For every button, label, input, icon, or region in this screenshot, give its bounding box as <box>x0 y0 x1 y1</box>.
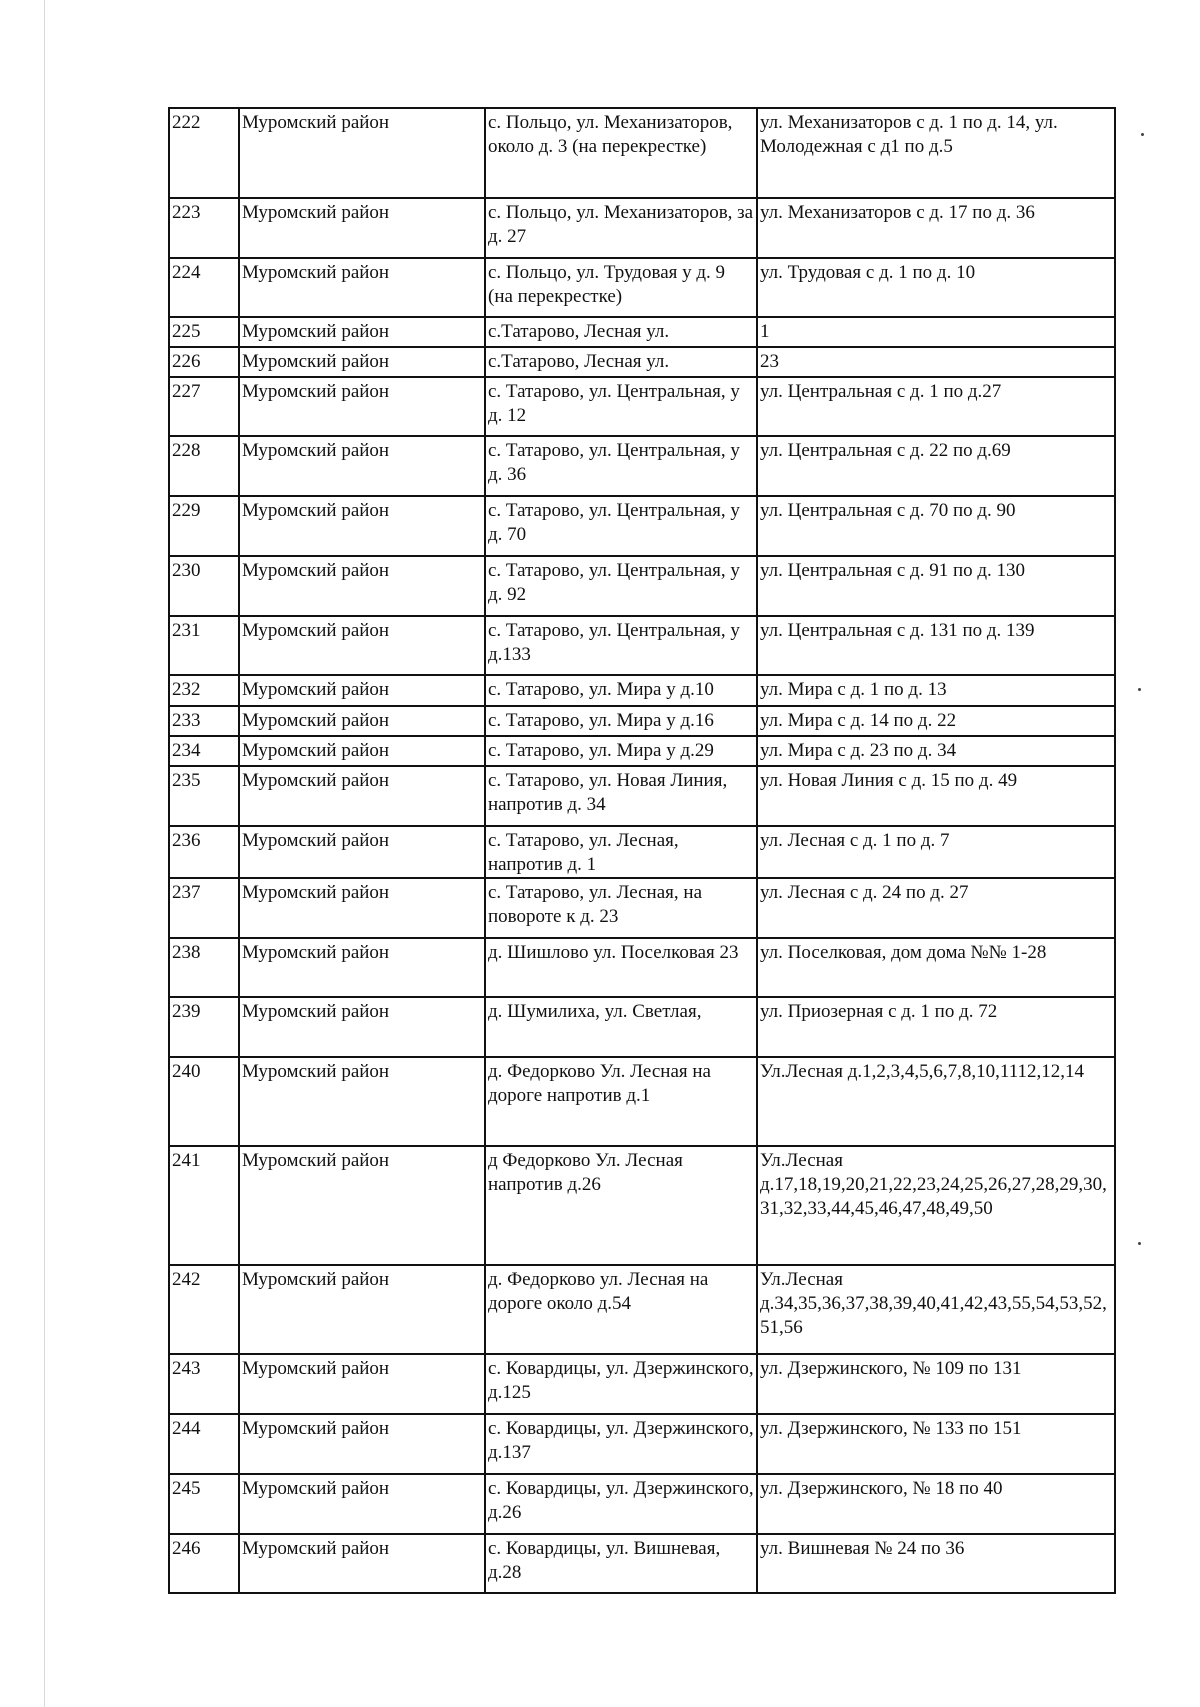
coverage-cell: ул. Мира с д. 23 по д. 34 <box>757 736 1115 766</box>
row-number-cell: 228 <box>169 436 239 496</box>
table-row <box>169 826 1115 878</box>
row-number-cell: 237 <box>169 878 239 938</box>
location-cell: с.Татарово, Лесная ул. <box>485 347 757 377</box>
table-row <box>169 616 1115 675</box>
coverage-cell: ул. Дзержинского, № 18 по 40 <box>757 1474 1115 1534</box>
coverage-cell: ул. Центральная с д. 131 по д. 139 <box>757 616 1115 675</box>
table-row <box>169 878 1115 938</box>
location-cell: с. Татарово, ул. Мира у д.10 <box>485 675 757 706</box>
district-cell: Муромский район <box>239 347 485 377</box>
registry-table-body <box>169 108 1115 1593</box>
row-number-cell: 235 <box>169 766 239 826</box>
location-cell: с. Ковардицы, ул. Дзержинского, д.125 <box>485 1354 757 1414</box>
district-cell: Муромский район <box>239 1474 485 1534</box>
location-cell: с. Татарово, ул. Лесная, на повороте к д. 23 <box>485 878 757 938</box>
location-cell: с. Татарово, ул. Новая Линия, напротив д. 34 <box>485 766 757 826</box>
scan-speck <box>1138 1242 1141 1245</box>
district-cell: Муромский район <box>239 826 485 878</box>
row-number-cell: 242 <box>169 1265 239 1354</box>
row-number-cell: 225 <box>169 317 239 347</box>
location-cell: с. Татарово, ул. Центральная, у д. 36 <box>485 436 757 496</box>
row-number-cell: 227 <box>169 377 239 436</box>
location-cell: д. Федорково ул. Лесная на дороге около д.54 <box>485 1265 757 1354</box>
row-number-cell: 239 <box>169 997 239 1057</box>
scan-speck <box>1141 133 1144 136</box>
location-cell: с. Ковардицы, ул. Дзержинского, д.137 <box>485 1414 757 1474</box>
table-row <box>169 1057 1115 1146</box>
coverage-cell: 1 <box>757 317 1115 347</box>
district-cell: Муромский район <box>239 258 485 317</box>
district-cell: Муромский район <box>239 997 485 1057</box>
table-row <box>169 377 1115 436</box>
coverage-cell: ул. Дзержинского, № 133 по 151 <box>757 1414 1115 1474</box>
district-cell: Муромский район <box>239 198 485 258</box>
row-number-cell: 246 <box>169 1534 239 1593</box>
row-number-cell: 244 <box>169 1414 239 1474</box>
coverage-cell: Ул.Лесная д.1,2,3,4,5,6,7,8,10,1112,12,14 <box>757 1057 1115 1146</box>
scan-speck <box>1138 688 1141 691</box>
table-row <box>169 108 1115 198</box>
table-row <box>169 675 1115 706</box>
row-number-cell: 226 <box>169 347 239 377</box>
location-cell: с. Татарово, ул. Мира у д.16 <box>485 706 757 736</box>
district-cell: Муромский район <box>239 675 485 706</box>
coverage-cell: 23 <box>757 347 1115 377</box>
district-cell: Муромский район <box>239 1354 485 1414</box>
location-cell: с. Татарово, ул. Центральная, у д. 92 <box>485 556 757 616</box>
location-cell: с. Татарово, ул. Центральная, у д.133 <box>485 616 757 675</box>
location-cell: д Федорково Ул. Лесная напротив д.26 <box>485 1146 757 1265</box>
coverage-cell: ул. Лесная с д. 24 по д. 27 <box>757 878 1115 938</box>
location-cell: с. Польцо, ул. Механизаторов, около д. 3 (на перекрестке) <box>485 108 757 198</box>
location-cell: д. Шишлово ул. Поселковая 23 <box>485 938 757 997</box>
location-cell: с.Татарово, Лесная ул. <box>485 317 757 347</box>
table-row <box>169 198 1115 258</box>
district-cell: Муромский район <box>239 706 485 736</box>
location-cell: с. Ковардицы, ул. Вишневая, д.28 <box>485 1534 757 1593</box>
district-cell: Муромский район <box>239 766 485 826</box>
table-row <box>169 347 1115 377</box>
row-number-cell: 230 <box>169 556 239 616</box>
coverage-cell: ул. Мира с д. 1 по д. 13 <box>757 675 1115 706</box>
location-cell: с. Татарово, ул. Мира у д.29 <box>485 736 757 766</box>
row-number-cell: 233 <box>169 706 239 736</box>
district-cell: Муромский район <box>239 938 485 997</box>
district-cell: Муромский район <box>239 496 485 556</box>
district-cell: Муромский район <box>239 436 485 496</box>
district-cell: Муромский район <box>239 556 485 616</box>
row-number-cell: 232 <box>169 675 239 706</box>
district-cell: Муромский район <box>239 377 485 436</box>
district-cell: Муромский район <box>239 736 485 766</box>
coverage-cell: ул. Лесная с д. 1 по д. 7 <box>757 826 1115 878</box>
table-row <box>169 436 1115 496</box>
coverage-cell: ул. Новая Линия с д. 15 по д. 49 <box>757 766 1115 826</box>
coverage-cell: ул. Приозерная с д. 1 по д. 72 <box>757 997 1115 1057</box>
scan-edge-line <box>44 0 45 1707</box>
location-cell: с. Польцо, ул. Механизаторов, за д. 27 <box>485 198 757 258</box>
district-cell: Муромский район <box>239 1534 485 1593</box>
row-number-cell: 240 <box>169 1057 239 1146</box>
table-row <box>169 1265 1115 1354</box>
coverage-cell: ул. Вишневая № 24 по 36 <box>757 1534 1115 1593</box>
district-cell: Муромский район <box>239 878 485 938</box>
district-cell: Муромский район <box>239 616 485 675</box>
coverage-cell: ул. Трудовая с д. 1 по д. 10 <box>757 258 1115 317</box>
coverage-cell: ул. Центральная с д. 1 по д.27 <box>757 377 1115 436</box>
location-cell: с. Ковардицы, ул. Дзержинского, д.26 <box>485 1474 757 1534</box>
table-row <box>169 1414 1115 1474</box>
coverage-cell: ул. Дзержинского, № 109 по 131 <box>757 1354 1115 1414</box>
table-row <box>169 258 1115 317</box>
coverage-cell: ул. Мира с д. 14 по д. 22 <box>757 706 1115 736</box>
table-row <box>169 1474 1115 1534</box>
district-cell: Муромский район <box>239 108 485 198</box>
row-number-cell: 222 <box>169 108 239 198</box>
table-row <box>169 1354 1115 1414</box>
table-row <box>169 766 1115 826</box>
table-row <box>169 496 1115 556</box>
table-row <box>169 938 1115 997</box>
coverage-cell: Ул.Лесная д.34,35,36,37,38,39,40,41,42,43,55,54,53,52,51,56 <box>757 1265 1115 1354</box>
row-number-cell: 224 <box>169 258 239 317</box>
district-cell: Муромский район <box>239 1146 485 1265</box>
location-cell: с. Татарово, ул. Центральная, у д. 12 <box>485 377 757 436</box>
location-cell: д. Федорково Ул. Лесная на дороге напротив д.1 <box>485 1057 757 1146</box>
row-number-cell: 234 <box>169 736 239 766</box>
table-row <box>169 1534 1115 1593</box>
row-number-cell: 231 <box>169 616 239 675</box>
coverage-cell: ул. Центральная с д. 22 по д.69 <box>757 436 1115 496</box>
location-cell: с. Татарово, ул. Центральная, у д. 70 <box>485 496 757 556</box>
registry-table <box>168 107 1116 1594</box>
location-cell: д. Шумилиха, ул. Светлая, <box>485 997 757 1057</box>
district-cell: Муромский район <box>239 1057 485 1146</box>
row-number-cell: 243 <box>169 1354 239 1414</box>
table-row <box>169 317 1115 347</box>
row-number-cell: 238 <box>169 938 239 997</box>
district-cell: Муромский район <box>239 1414 485 1474</box>
location-cell: с. Татарово, ул. Лесная, напротив д. 1 <box>485 826 757 878</box>
coverage-cell: ул. Механизаторов с д. 17 по д. 36 <box>757 198 1115 258</box>
row-number-cell: 245 <box>169 1474 239 1534</box>
row-number-cell: 236 <box>169 826 239 878</box>
location-cell: с. Польцо, ул. Трудовая у д. 9 (на перекрестке) <box>485 258 757 317</box>
table-row <box>169 997 1115 1057</box>
row-number-cell: 229 <box>169 496 239 556</box>
coverage-cell: ул. Поселковая, дом дома №№ 1-28 <box>757 938 1115 997</box>
table-row <box>169 1146 1115 1265</box>
table-row <box>169 736 1115 766</box>
coverage-cell: ул. Механизаторов с д. 1 по д. 14, ул. Молодежная с д1 по д.5 <box>757 108 1115 198</box>
row-number-cell: 241 <box>169 1146 239 1265</box>
table-row <box>169 556 1115 616</box>
district-cell: Муромский район <box>239 317 485 347</box>
coverage-cell: ул. Центральная с д. 70 по д. 90 <box>757 496 1115 556</box>
district-cell: Муромский район <box>239 1265 485 1354</box>
coverage-cell: ул. Центральная с д. 91 по д. 130 <box>757 556 1115 616</box>
coverage-cell: Ул.Лесная д.17,18,19,20,21,22,23,24,25,26,27,28,29,30,31,32,33,44,45,46,47,48,49,50 <box>757 1146 1115 1265</box>
table-row <box>169 706 1115 736</box>
row-number-cell: 223 <box>169 198 239 258</box>
